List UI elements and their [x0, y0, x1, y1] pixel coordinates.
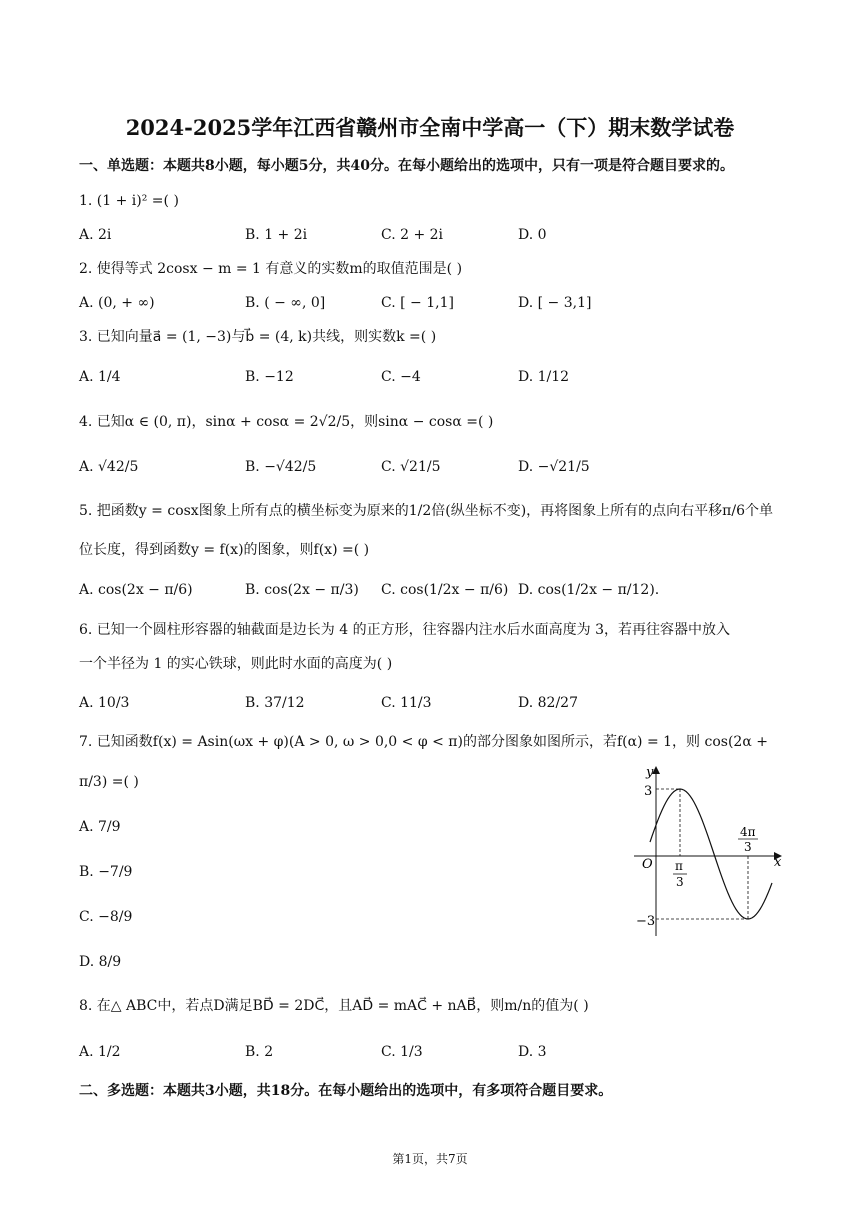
page-title: 2024-2025学年江西省赣州市全南中学高一（下）期末数学试卷	[125, 115, 735, 140]
x-trough-denominator: 3	[744, 840, 752, 854]
page-footer: 第1页，共7页	[392, 1152, 468, 1166]
y-max-label: 3	[644, 784, 653, 799]
q4-option-a: A. √42/5	[79, 459, 139, 475]
question-7-stem-line2: π/3) =( )	[79, 774, 139, 790]
q8-option-c: C. 1/3	[381, 1044, 423, 1060]
q7-option-c: C. −8/9	[79, 909, 133, 925]
q2-option-b: B. ( − ∞, 0]	[245, 295, 326, 311]
section-heading-single-choice: 一、单选题：本题共8小题，每小题5分，共40分。在每小题给出的选项中，只有一项是符合题目要求的。	[79, 158, 734, 174]
sine-curve	[650, 789, 772, 919]
q1-option-a: A. 2i	[79, 227, 112, 243]
question-2-stem: 2. 使得等式 2cosx − m = 1 有意义的实数m的取值范围是( )	[79, 261, 463, 277]
q5-option-a: A. cos(2x − π/6)	[79, 582, 193, 598]
q5-option-d: D. cos(1/2x − π/12).	[518, 582, 660, 598]
section-heading-multi-choice: 二、多选题：本题共3小题，共18分。在每小题给出的选项中，有多项符合题目要求。	[79, 1083, 613, 1099]
q6-option-b: B. 37/12	[245, 695, 305, 711]
x-axis-label: x	[774, 855, 782, 870]
q8-option-d: D. 3	[518, 1044, 547, 1060]
q1-option-b: B. 1 + 2i	[245, 227, 308, 243]
question-6-stem-line1: 6. 已知一个圆柱形容器的轴截面是边长为 4 的正方形，往容器内注水后水面高度为 3，若再往容器中放入	[79, 622, 730, 638]
question-5-stem-line1: 5. 把函数y = cosx图象上所有点的横坐标变为原来的1/2倍(纵坐标不变)，再将图象上所有的点向右平移π/6个单	[79, 503, 773, 519]
q7-option-b: B. −7/9	[79, 864, 133, 880]
q1-option-c: C. 2 + 2i	[381, 227, 444, 243]
q5-option-c: C. cos(1/2x − π/6)	[381, 582, 509, 598]
y-axis-label: y	[646, 765, 654, 780]
q3-option-b: B. −12	[245, 369, 294, 385]
question-6-stem-line2: 一个半径为 1 的实心铁球，则此时水面的高度为( )	[79, 656, 393, 672]
q3-option-d: D. 1/12	[518, 369, 570, 385]
question-1-stem: 1. (1 + i)² =( )	[79, 193, 179, 209]
q4-option-d: D. −√21/5	[518, 459, 590, 475]
q6-option-c: C. 11/3	[381, 695, 432, 711]
q8-option-a: A. 1/2	[79, 1044, 121, 1060]
sine-graph-figure	[628, 760, 788, 940]
x-trough-numerator: 4π	[740, 825, 756, 839]
x-peak-numerator: π	[675, 859, 683, 873]
q7-option-a: A. 7/9	[79, 819, 121, 835]
q2-option-a: A. (0, + ∞)	[79, 295, 155, 311]
question-7-stem-line1: 7. 已知函数f(x) = Asin(ωx + φ)(A > 0, ω > 0,0 < φ < π)的部分图象如图所示，若f(α) = 1，则 cos(2α +	[79, 734, 768, 750]
q4-option-c: C. √21/5	[381, 459, 441, 475]
q6-option-d: D. 82/27	[518, 695, 578, 711]
question-4-stem: 4. 已知α ∈ (0, π)，sinα + cosα = 2√2/5，则sinα − cosα =( )	[79, 414, 494, 430]
q8-option-b: B. 2	[245, 1044, 274, 1060]
y-min-label: −3	[636, 914, 656, 929]
q5-option-b: B. cos(2x − π/3)	[245, 582, 359, 598]
q3-option-a: A. 1/4	[79, 369, 121, 385]
question-8-stem: 8. 在△ ABC中，若点D满足BD⃗ = 2DC⃗，且AD⃗ = mAC⃗ + nAB⃗，则m/n的值为( )	[79, 998, 589, 1014]
q2-option-c: C. [ − 1,1]	[381, 295, 454, 311]
q3-option-c: C. −4	[381, 369, 421, 385]
question-3-stem: 3. 已知向量a⃗ = (1, −3)与b⃗ = (4, k)共线，则实数k =( )	[79, 329, 437, 345]
question-5-stem-line2: 位长度，得到函数y = f(x)的图象，则f(x) =( )	[79, 542, 370, 558]
q7-option-d: D. 8/9	[79, 954, 122, 970]
x-peak-denominator: 3	[676, 875, 684, 889]
q4-option-b: B. −√42/5	[245, 459, 317, 475]
q1-option-d: D. 0	[518, 227, 547, 243]
q6-option-a: A. 10/3	[79, 695, 130, 711]
origin-label: O	[642, 857, 653, 872]
q2-option-d: D. [ − 3,1]	[518, 295, 592, 311]
